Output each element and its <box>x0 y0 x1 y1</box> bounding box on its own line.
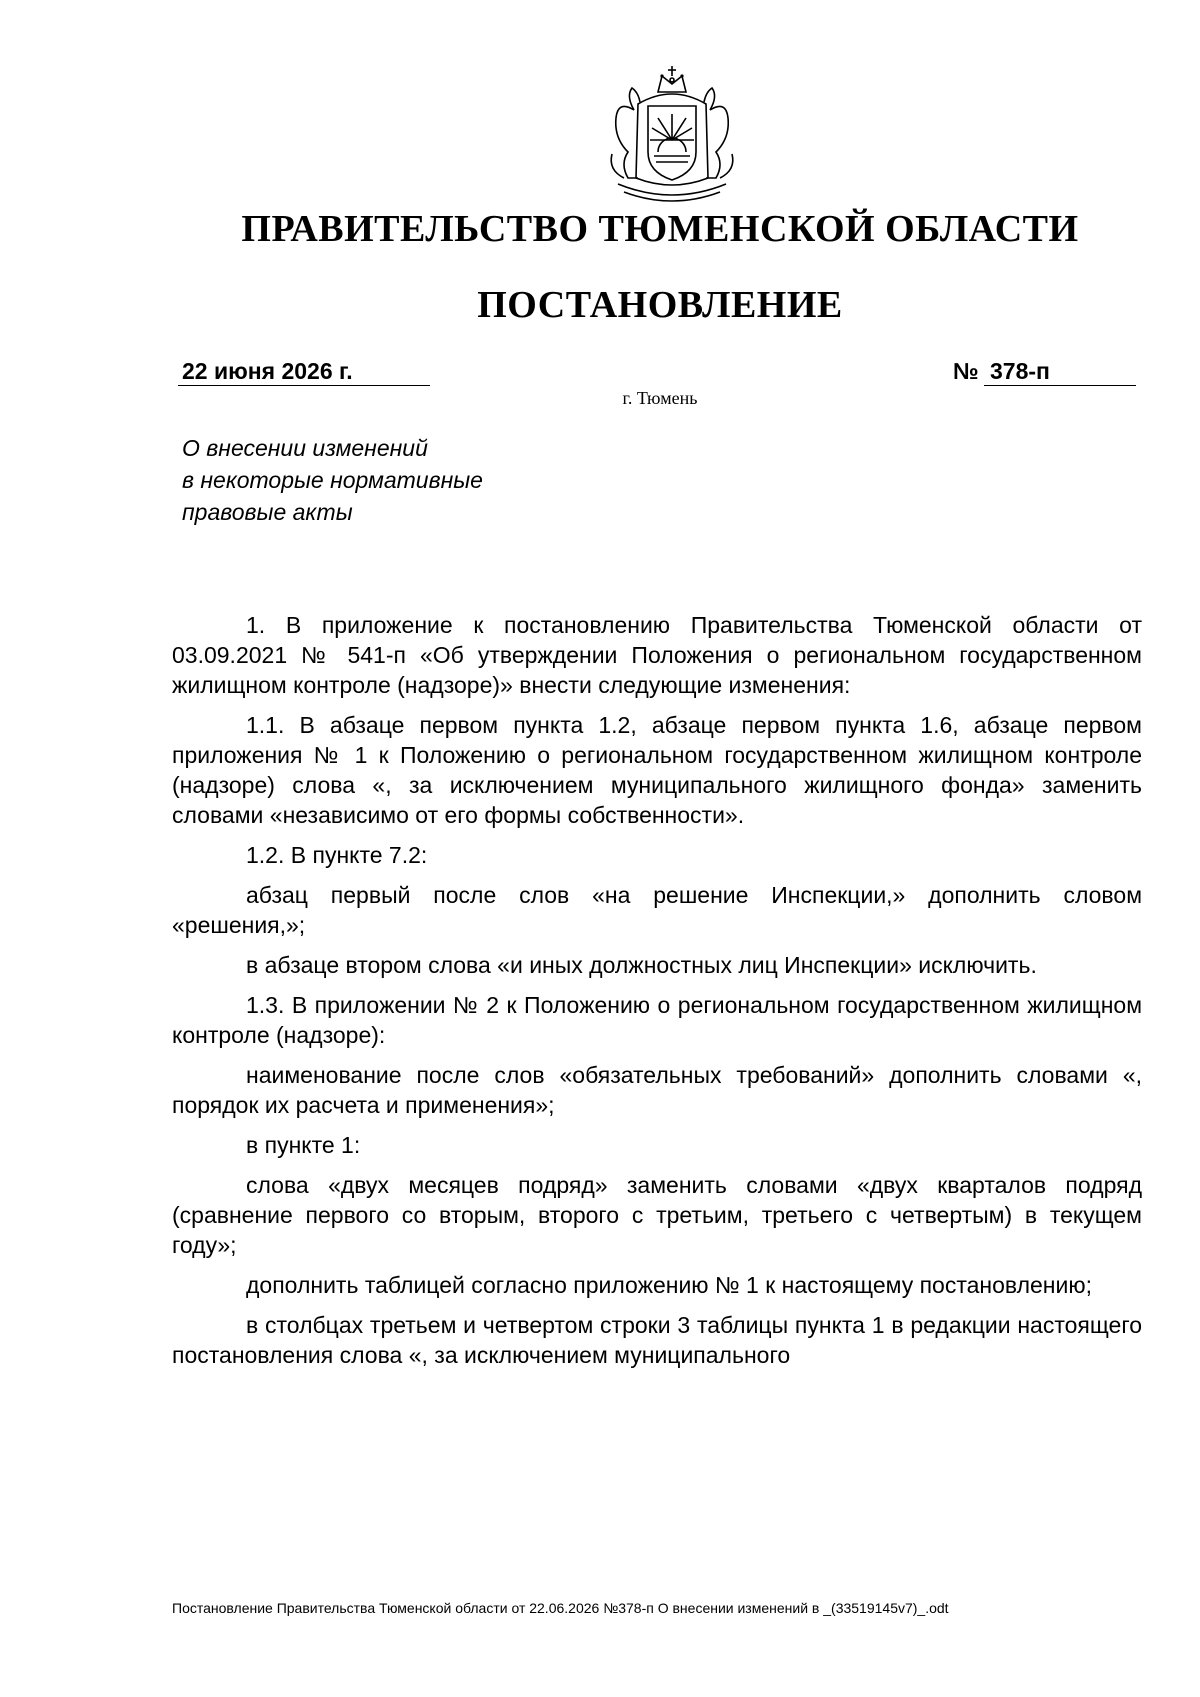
document-number: 378-п <box>984 356 1136 386</box>
number-sign: № <box>953 358 979 384</box>
body-paragraph: наименование после слов «обязательных требований» дополнить словами «, порядок их расчета и применения»; <box>172 1062 1142 1118</box>
body-paragraph: 1.3. В приложении № 2 к Положению о региональном государственном жилищном контроле (надзоре): <box>172 992 1142 1048</box>
document-body <box>172 610 1142 1370</box>
subject-line: в некоторые нормативные <box>182 467 483 493</box>
body-paragraph: 1. В приложение к постановлению Правительства Тюменской области от 03.09.2021 № 541-п «Об утверждении Положения о региональном государственном жилищном контроле (надзоре)» внести следующие изменения: <box>172 612 1142 698</box>
document-type: ПОСТАНОВЛЕНИЕ <box>477 284 843 326</box>
subject-line: О внесении изменений <box>182 435 428 461</box>
government-title: ПРАВИТЕЛЬСТВО ТЮМЕНСКОЙ ОБЛАСТИ <box>241 208 1079 250</box>
coat-of-arms-icon <box>598 60 746 210</box>
body-paragraph: в абзаце втором слова «и иных должностных лиц Инспекции» исключить. <box>246 952 1037 978</box>
body-paragraph: дополнить таблицей согласно приложению № 1 к настоящему постановлению; <box>246 1272 1092 1298</box>
body-paragraph: 1.1. В абзаце первом пункта 1.2, абзаце первом пункта 1.6, абзаце первом приложения № 1 к Положению о региональном государственном жилищном контроле (надзоре) слова «, за исключением муниципального жилищного фонда» заменить словами «независимо от его формы собственности». <box>172 712 1142 828</box>
body-paragraph: в пункте 1: <box>246 1132 361 1158</box>
document-subject <box>182 432 602 528</box>
body-paragraph: слова «двух месяцев подряд» заменить словами «двух кварталов подряд (сравнение первого со вторым, второго с третьим, третьего с четвертым) в текущем году»; <box>172 1172 1142 1258</box>
document-date: 22 июня 2026 г. <box>178 356 430 386</box>
body-paragraph: абзац первый после слов «на решение Инспекции,» дополнить словом «решения,»; <box>172 882 1142 938</box>
city-line: г. Тюмень <box>622 388 698 408</box>
subject-line: правовые акты <box>182 499 353 525</box>
page-footer: Постановление Правительства Тюменской области от 22.06.2026 №378-п О внесении изменений в _(33519145v7)_.odt <box>172 1600 949 1616</box>
body-paragraph: 1.2. В пункте 7.2: <box>246 842 428 868</box>
body-paragraph: в столбцах третьем и четвертом строки 3 таблицы пункта 1 в редакции настоящего постановления слова «, за исключением муниципального <box>172 1312 1142 1368</box>
